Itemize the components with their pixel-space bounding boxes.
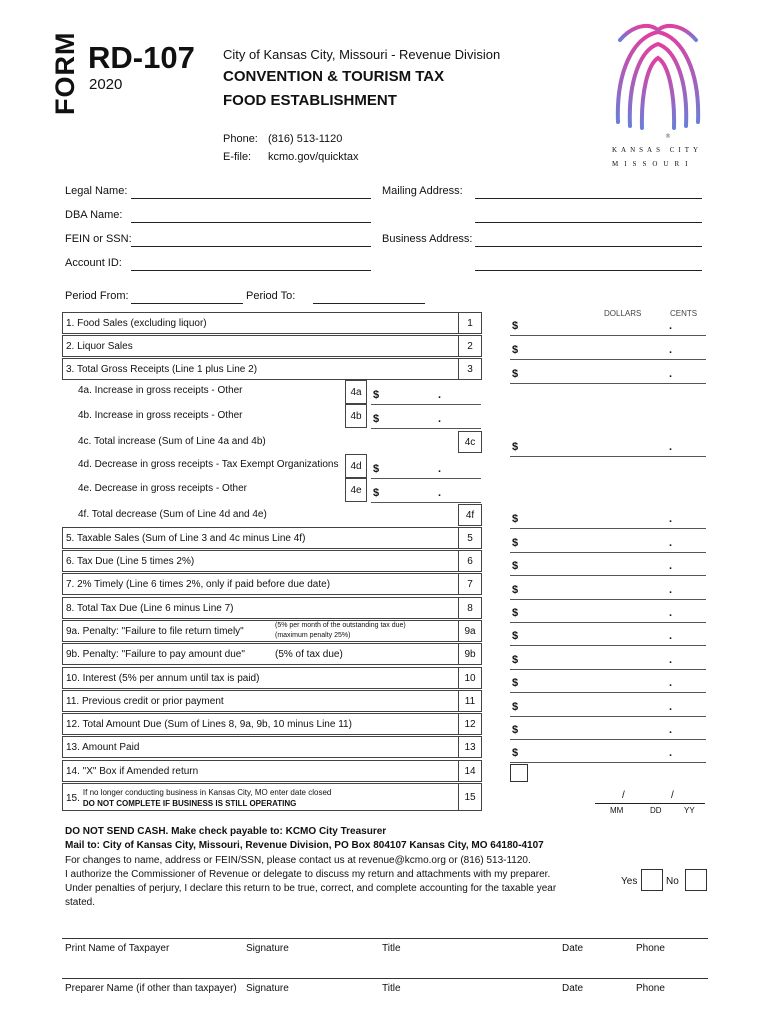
perjury-text: Under penalties of perjury, I declare this return to be true, correct, and complete accounting for the taxable year — [65, 883, 557, 894]
mailing-address-field-2[interactable] — [475, 222, 702, 223]
business-address-label: Business Address: — [382, 233, 473, 245]
line-7-number: 7 — [458, 573, 482, 595]
decimal-point: . — [668, 344, 672, 356]
mailing-address-label: Mailing Address: — [382, 185, 463, 197]
preparer-date-label: Date — [562, 983, 584, 994]
line-12-amount[interactable] — [510, 720, 706, 740]
line-4b-amount[interactable] — [371, 409, 481, 429]
contact-instructions: For changes to name, address or FEIN/SSN, please contact us at revenue@kcmo.org or (816) 513-1120. — [65, 855, 531, 866]
decimal-point: . — [668, 630, 672, 642]
currency-symbol: $ — [512, 677, 519, 689]
line-6-amount[interactable] — [510, 556, 706, 576]
currency-symbol: $ — [512, 344, 519, 356]
line-12-number: 12 — [458, 713, 482, 735]
currency-symbol: $ — [373, 413, 380, 425]
line-10-amount[interactable] — [510, 673, 706, 693]
decimal-point: . — [437, 463, 441, 475]
line-3-amount[interactable] — [510, 364, 706, 384]
dba-name-label: DBA Name: — [65, 209, 123, 221]
line-3-label: 3. Total Gross Receipts (Line 1 plus Line 2) — [62, 358, 458, 380]
line-4c-number: 4c — [458, 431, 482, 453]
fein-label: FEIN or SSN: — [65, 233, 132, 245]
line-4d-label: 4d. Decrease in gross receipts - Tax Exempt Organizations — [78, 459, 339, 470]
title-label: Title — [382, 943, 401, 954]
currency-symbol: $ — [373, 389, 380, 401]
kansas-city-fountain-logo — [608, 22, 708, 140]
phone-label: Phone: — [223, 133, 258, 145]
line-4a-amount[interactable] — [371, 385, 481, 405]
dollars-header: DOLLARS — [604, 309, 642, 318]
currency-symbol: $ — [512, 630, 519, 642]
business-address-field-1[interactable] — [475, 246, 702, 247]
line-9a-note — [275, 621, 406, 641]
decimal-point: . — [437, 389, 441, 401]
line-4d-number: 4d — [345, 454, 367, 478]
decimal-point: . — [437, 413, 441, 425]
preparer-phone-label: Phone — [636, 983, 665, 994]
line-1-number: 1 — [458, 312, 482, 334]
line-10-number: 10 — [458, 667, 482, 689]
line-4f-label: 4f. Total decrease (Sum of Line 4d and 4e) — [78, 509, 267, 520]
line-9a-amount[interactable] — [510, 626, 706, 646]
line-15-number: 15 — [458, 783, 482, 811]
no-label: No — [666, 876, 679, 887]
date-dd-label: DD — [650, 806, 662, 815]
line-4e-amount[interactable] — [371, 483, 481, 503]
date-label: Date — [562, 943, 584, 954]
line-9b-note: (5% of tax due) — [275, 649, 343, 660]
line-9b-amount[interactable] — [510, 650, 706, 670]
decimal-point: . — [668, 607, 672, 619]
currency-symbol: $ — [512, 584, 519, 596]
perjury-text-end: stated. — [65, 897, 96, 908]
currency-symbol: $ — [512, 513, 519, 525]
line-9b-label: 9b. Penalty: "Failure to pay amount due" — [66, 648, 245, 660]
currency-symbol: $ — [512, 368, 519, 380]
decimal-point: . — [668, 654, 672, 666]
line-3-number: 3 — [458, 358, 482, 380]
decimal-point: . — [668, 537, 672, 549]
period-from-field[interactable] — [131, 303, 243, 304]
dba-name-field[interactable] — [131, 222, 371, 223]
line-9b-number: 9b — [458, 643, 482, 665]
currency-symbol: $ — [512, 747, 519, 759]
line-2-number: 2 — [458, 335, 482, 357]
authorize-yes-checkbox[interactable] — [641, 869, 663, 891]
line-5-number: 5 — [458, 527, 482, 549]
form-year: 2020 — [89, 76, 123, 93]
preparer-signature-label: Signature — [246, 983, 289, 994]
decimal-point: . — [437, 487, 441, 499]
payment-instructions: DO NOT SEND CASH. Make check payable to: KCMO City Treasurer — [65, 826, 387, 837]
legal-name-label: Legal Name: — [65, 185, 128, 197]
currency-symbol: $ — [512, 654, 519, 666]
line-13-number: 13 — [458, 736, 482, 758]
line-4a-number: 4a — [345, 380, 367, 404]
efile-link[interactable]: kcmo.gov/quicktax — [268, 151, 359, 163]
form-word: FORM — [50, 31, 80, 115]
amended-return-checkbox[interactable] — [510, 764, 528, 782]
line-9a-number: 9a — [458, 620, 482, 642]
period-to-label: Period To: — [246, 290, 296, 302]
line-13-label: 13. Amount Paid — [62, 736, 458, 758]
line-4d-amount[interactable] — [371, 459, 481, 479]
line-13-amount[interactable] — [510, 743, 706, 763]
decimal-point: . — [668, 701, 672, 713]
decimal-point: . — [668, 747, 672, 759]
line-9b-row — [62, 643, 458, 665]
page-title: CONVENTION & TOURISM TAX — [223, 68, 445, 85]
logo-text-kansas-city: KANSAS CITY — [612, 146, 703, 154]
fein-field[interactable] — [131, 246, 371, 247]
line-7-label: 7. 2% Timely (Line 6 times 2%, only if paid before due date) — [62, 573, 458, 595]
authorize-no-checkbox[interactable] — [685, 869, 707, 891]
logo-text-missouri: MISSOURI — [612, 160, 694, 168]
line-4b-number: 4b — [345, 404, 367, 428]
page-subtitle: FOOD ESTABLISHMENT — [223, 92, 397, 109]
decimal-point: . — [668, 724, 672, 736]
currency-symbol: $ — [512, 724, 519, 736]
taxpayer-signature-line[interactable] — [62, 938, 708, 939]
period-to-field[interactable] — [313, 303, 425, 304]
line-15-row — [62, 783, 458, 811]
line-15-label: If no longer conducting business in Kansas City, MO enter date closed — [82, 788, 332, 797]
currency-symbol: $ — [373, 463, 380, 475]
preparer-title-label: Title — [382, 983, 401, 994]
line-12-label: 12. Total Amount Due (Sum of Lines 8, 9a, 9b, 10 minus Line 11) — [62, 713, 458, 735]
line-4c-amount[interactable] — [510, 437, 706, 457]
line-4a-label: 4a. Increase in gross receipts - Other — [78, 385, 243, 396]
line-4e-number: 4e — [345, 478, 367, 502]
currency-symbol: $ — [512, 607, 519, 619]
line-6-number: 6 — [458, 550, 482, 572]
account-id-field[interactable] — [131, 270, 371, 271]
line-11-label: 11. Previous credit or prior payment — [62, 690, 458, 712]
line-15-label-num: 15. — [66, 793, 80, 804]
line-14-label: 14. "X" Box if Amended return — [62, 760, 458, 782]
phone-value: (816) 513-1120 — [268, 133, 343, 145]
decimal-point: . — [668, 513, 672, 525]
line-4e-label: 4e. Decrease in gross receipts - Other — [78, 483, 247, 494]
business-address-field-2[interactable] — [475, 270, 702, 271]
cents-header: CENTS — [670, 309, 698, 318]
decimal-point: . — [668, 441, 672, 453]
decimal-point: . — [668, 584, 672, 596]
line-9a-note-1: (5% per month of the outstanding tax due) — [275, 622, 406, 629]
currency-symbol: $ — [373, 487, 380, 499]
line-5-amount[interactable] — [510, 533, 706, 553]
line-4f-number: 4f — [458, 504, 482, 526]
date-mm-label: MM — [610, 806, 624, 815]
authorization-text: I authorize the Commissioner of Revenue or delegate to discuss my return and attachments with my preparer. — [65, 869, 551, 880]
phone-label-sig: Phone — [636, 943, 665, 954]
line-1-amount[interactable] — [510, 316, 706, 336]
date-yy-label: YY — [684, 806, 695, 815]
efile-label: E-file: — [223, 151, 252, 163]
line-9a-label: 9a. Penalty: "Failure to file return timely" — [66, 625, 244, 637]
line-11-number: 11 — [458, 690, 482, 712]
line-1-label: 1. Food Sales (excluding liquor) — [62, 312, 458, 334]
date-slash-2: / — [671, 790, 674, 801]
line-11-amount[interactable] — [510, 697, 706, 717]
period-from-label: Period From: — [65, 290, 129, 302]
currency-symbol: $ — [512, 701, 519, 713]
line-8-label: 8. Total Tax Due (Line 6 minus Line 7) — [62, 597, 458, 619]
line-2-label: 2. Liquor Sales — [62, 335, 458, 357]
line-2-amount[interactable] — [510, 340, 706, 360]
date-slash-1: / — [622, 790, 625, 801]
line-9a-note-2: (maximum penalty 25%) — [275, 632, 351, 639]
line-4b-label: 4b. Increase in gross receipts - Other — [78, 410, 243, 421]
decimal-point: . — [668, 368, 672, 380]
account-id-label: Account ID: — [65, 257, 122, 269]
preparer-signature-line[interactable] — [62, 978, 708, 979]
line-8-number: 8 — [458, 597, 482, 619]
signature-label: Signature — [246, 943, 289, 954]
decimal-point: . — [668, 677, 672, 689]
mailing-instructions: Mail to: City of Kansas City, Missouri, Revenue Division, PO Box 804107 Kansas City, MO 64180-4107 — [65, 840, 544, 851]
mailing-address-field-1[interactable] — [475, 198, 702, 199]
preparer-name-label: Preparer Name (if other than taxpayer) — [65, 983, 237, 994]
line-8-amount[interactable] — [510, 603, 706, 623]
legal-name-field[interactable] — [131, 198, 371, 199]
currency-symbol: $ — [512, 537, 519, 549]
line-7-amount[interactable] — [510, 580, 706, 600]
date-closed-field[interactable] — [595, 803, 705, 804]
currency-symbol: $ — [512, 320, 519, 332]
line-6-label: 6. Tax Due (Line 5 times 2%) — [62, 550, 458, 572]
decimal-point: . — [668, 560, 672, 572]
line-4f-amount[interactable] — [510, 509, 706, 529]
form-number: RD-107 — [88, 40, 195, 75]
currency-symbol: $ — [512, 560, 519, 572]
revenue-division: City of Kansas City, Missouri - Revenue Division — [223, 47, 501, 62]
decimal-point: . — [668, 320, 672, 332]
line-5-label: 5. Taxable Sales (Sum of Line 3 and 4c minus Line 4f) — [62, 527, 458, 549]
print-name-label: Print Name of Taxpayer — [65, 943, 170, 954]
line-10-label: 10. Interest (5% per annum until tax is paid) — [62, 667, 458, 689]
line-14-number: 14 — [458, 760, 482, 782]
currency-symbol: $ — [512, 441, 519, 453]
yes-label: Yes — [621, 876, 638, 887]
svg-text:®: ® — [665, 133, 671, 140]
line-4c-label: 4c. Total increase (Sum of Line 4a and 4b) — [78, 436, 266, 447]
line-15-warning: DO NOT COMPLETE IF BUSINESS IS STILL OPERATING — [82, 799, 297, 808]
